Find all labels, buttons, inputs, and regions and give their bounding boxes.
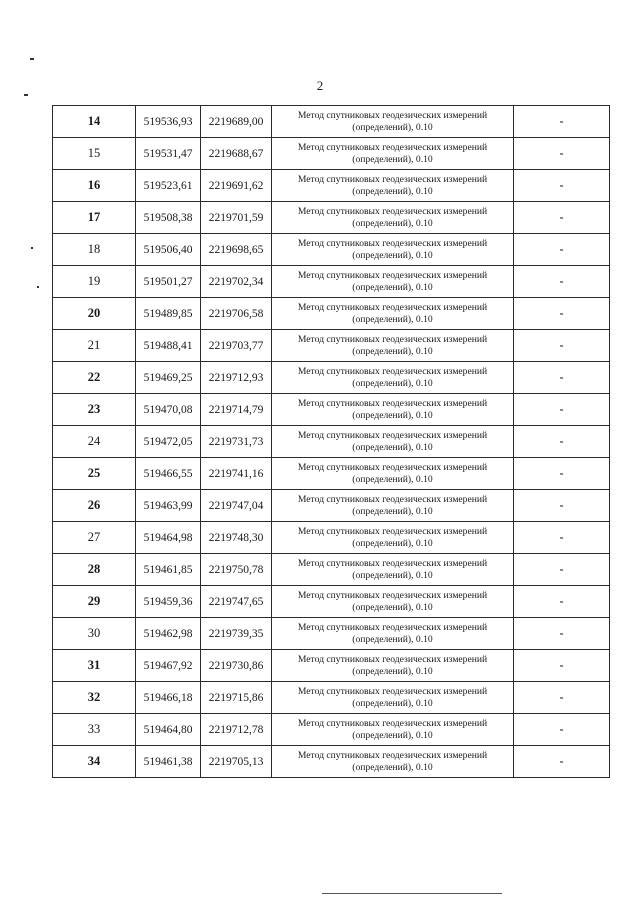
table-row	[53, 202, 610, 234]
y-coordinate-cell: 2219741,16	[201, 458, 272, 490]
extra-cell: -	[514, 138, 610, 170]
method-cell	[272, 490, 514, 522]
x-coordinate-cell: 519467,92	[136, 650, 201, 682]
method-text-line1: Метод спутниковых геодезических измерений	[297, 109, 488, 121]
y-coordinate-cell: 2219715,86	[201, 682, 272, 714]
method-cell	[272, 362, 514, 394]
method-cell	[272, 394, 514, 426]
table-body	[53, 106, 610, 778]
table-row	[53, 330, 610, 362]
point-number-cell: 16	[53, 170, 136, 202]
extra-cell: -	[514, 490, 610, 522]
y-coordinate-cell: 2219691,62	[201, 170, 272, 202]
y-coordinate-cell: 2219730,86	[201, 650, 272, 682]
extra-cell: -	[514, 106, 610, 138]
coordinates-table	[52, 105, 610, 778]
method-cell	[272, 266, 514, 298]
extra-cell: -	[514, 330, 610, 362]
table-row	[53, 266, 610, 298]
table-row	[53, 298, 610, 330]
method-cell	[272, 234, 514, 266]
point-number-cell: 20	[53, 298, 136, 330]
table-row	[53, 650, 610, 682]
table-row	[53, 586, 610, 618]
point-number-cell: 34	[53, 746, 136, 778]
method-text-line2: (определений), 0.10	[352, 537, 433, 549]
method-cell	[272, 106, 514, 138]
method-cell	[272, 586, 514, 618]
method-text-line2: (определений), 0.10	[352, 441, 433, 453]
method-cell	[272, 202, 514, 234]
y-coordinate-cell: 2219748,30	[201, 522, 272, 554]
method-cell	[272, 554, 514, 586]
method-cell	[272, 170, 514, 202]
x-coordinate-cell: 519461,85	[136, 554, 201, 586]
point-number-cell: 19	[53, 266, 136, 298]
method-text-line1: Метод спутниковых геодезических измерений	[297, 749, 488, 761]
x-coordinate-cell: 519536,93	[136, 106, 201, 138]
x-coordinate-cell: 519488,41	[136, 330, 201, 362]
table-row	[53, 394, 610, 426]
method-text-line1: Метод спутниковых геодезических измерений	[297, 141, 488, 153]
x-coordinate-cell: 519531,47	[136, 138, 201, 170]
point-number-cell: 14	[53, 106, 136, 138]
x-coordinate-cell: 519459,36	[136, 586, 201, 618]
table-row	[53, 170, 610, 202]
y-coordinate-cell: 2219689,00	[201, 106, 272, 138]
method-text-line2: (определений), 0.10	[352, 249, 433, 261]
method-text-line1: Метод спутниковых геодезических измерений	[297, 173, 488, 185]
extra-cell: -	[514, 234, 610, 266]
x-coordinate-cell: 519523,61	[136, 170, 201, 202]
y-coordinate-cell: 2219701,59	[201, 202, 272, 234]
x-coordinate-cell: 519472,05	[136, 426, 201, 458]
extra-cell: -	[514, 746, 610, 778]
y-coordinate-cell: 2219703,77	[201, 330, 272, 362]
method-text-line2: (определений), 0.10	[352, 281, 433, 293]
method-text-line2: (определений), 0.10	[352, 185, 433, 197]
extra-cell: -	[514, 394, 610, 426]
method-text-line2: (определений), 0.10	[352, 633, 433, 645]
x-coordinate-cell: 519464,80	[136, 714, 201, 746]
scan-mark	[30, 58, 34, 60]
method-text-line1: Метод спутниковых геодезических измерений	[297, 557, 488, 569]
extra-cell: -	[514, 586, 610, 618]
point-number-cell: 22	[53, 362, 136, 394]
method-text-line1: Метод спутниковых геодезических измерений	[297, 621, 488, 633]
method-text-line2: (определений), 0.10	[352, 313, 433, 325]
method-text-line2: (определений), 0.10	[352, 217, 433, 229]
point-number-cell: 30	[53, 618, 136, 650]
point-number-cell: 26	[53, 490, 136, 522]
method-text-line1: Метод спутниковых геодезических измерений	[297, 685, 488, 697]
point-number-cell: 28	[53, 554, 136, 586]
table-row	[53, 554, 610, 586]
point-number-cell: 29	[53, 586, 136, 618]
y-coordinate-cell: 2219705,13	[201, 746, 272, 778]
method-text-line2: (определений), 0.10	[352, 665, 433, 677]
table-row	[53, 138, 610, 170]
method-cell	[272, 458, 514, 490]
x-coordinate-cell: 519466,55	[136, 458, 201, 490]
method-text-line1: Метод спутниковых геодезических измерений	[297, 717, 488, 729]
x-coordinate-cell: 519489,85	[136, 298, 201, 330]
method-text-line1: Метод спутниковых геодезических измерений	[297, 365, 488, 377]
table-row	[53, 106, 610, 138]
y-coordinate-cell: 2219698,65	[201, 234, 272, 266]
x-coordinate-cell: 519469,25	[136, 362, 201, 394]
y-coordinate-cell: 2219747,65	[201, 586, 272, 618]
table-row	[53, 426, 610, 458]
method-text-line2: (определений), 0.10	[352, 409, 433, 421]
method-text-line1: Метод спутниковых геодезических измерений	[297, 493, 488, 505]
method-text-line1: Метод спутниковых геодезических измерений	[297, 461, 488, 473]
x-coordinate-cell: 519501,27	[136, 266, 201, 298]
table-row	[53, 682, 610, 714]
y-coordinate-cell: 2219714,79	[201, 394, 272, 426]
table-row	[53, 714, 610, 746]
y-coordinate-cell: 2219739,35	[201, 618, 272, 650]
extra-cell: -	[514, 266, 610, 298]
method-text-line1: Метод спутниковых геодезических измерений	[297, 525, 488, 537]
method-text-line1: Метод спутниковых геодезических измерений	[297, 301, 488, 313]
method-text-line1: Метод спутниковых геодезических измерений	[297, 397, 488, 409]
method-text-line1: Метод спутниковых геодезических измерений	[297, 269, 488, 281]
method-cell	[272, 682, 514, 714]
extra-cell: -	[514, 458, 610, 490]
extra-cell: -	[514, 618, 610, 650]
extra-cell: -	[514, 426, 610, 458]
method-text-line1: Метод спутниковых геодезических измерений	[297, 237, 488, 249]
y-coordinate-cell: 2219750,78	[201, 554, 272, 586]
x-coordinate-cell: 519508,38	[136, 202, 201, 234]
table-row	[53, 234, 610, 266]
point-number-cell: 23	[53, 394, 136, 426]
method-cell	[272, 330, 514, 362]
method-text-line2: (определений), 0.10	[352, 121, 433, 133]
point-number-cell: 24	[53, 426, 136, 458]
point-number-cell: 32	[53, 682, 136, 714]
page-number: 2	[316, 78, 324, 93]
y-coordinate-cell: 2219706,58	[201, 298, 272, 330]
point-number-cell: 15	[53, 138, 136, 170]
table-row	[53, 362, 610, 394]
method-text-line1: Метод спутниковых геодезических измерений	[297, 429, 488, 441]
point-number-cell: 27	[53, 522, 136, 554]
method-text-line2: (определений), 0.10	[352, 505, 433, 517]
table-row	[53, 618, 610, 650]
y-coordinate-cell: 2219731,73	[201, 426, 272, 458]
y-coordinate-cell: 2219702,34	[201, 266, 272, 298]
x-coordinate-cell: 519506,40	[136, 234, 201, 266]
table-row	[53, 458, 610, 490]
method-text-line1: Метод спутниковых геодезических измерений	[297, 205, 488, 217]
x-coordinate-cell: 519463,99	[136, 490, 201, 522]
method-text-line2: (определений), 0.10	[352, 153, 433, 165]
method-cell	[272, 746, 514, 778]
method-cell	[272, 618, 514, 650]
scan-mark	[31, 247, 33, 249]
method-text-line1: Метод спутниковых геодезических измерений	[297, 653, 488, 665]
point-number-cell: 18	[53, 234, 136, 266]
extra-cell: -	[514, 682, 610, 714]
method-text-line1: Метод спутниковых геодезических измерений	[297, 333, 488, 345]
y-coordinate-cell: 2219688,67	[201, 138, 272, 170]
x-coordinate-cell: 519462,98	[136, 618, 201, 650]
table-row	[53, 490, 610, 522]
method-text-line2: (определений), 0.10	[352, 569, 433, 581]
method-cell	[272, 522, 514, 554]
extra-cell: -	[514, 650, 610, 682]
table-row	[53, 746, 610, 778]
method-cell	[272, 426, 514, 458]
point-number-cell: 21	[53, 330, 136, 362]
method-cell	[272, 714, 514, 746]
method-text-line1: Метод спутниковых геодезических измерений	[297, 589, 488, 601]
extra-cell: -	[514, 298, 610, 330]
method-text-line2: (определений), 0.10	[352, 345, 433, 357]
method-text-line2: (определений), 0.10	[352, 377, 433, 389]
scan-mark	[37, 286, 39, 288]
method-text-line2: (определений), 0.10	[352, 729, 433, 741]
point-number-cell: 25	[53, 458, 136, 490]
x-coordinate-cell: 519466,18	[136, 682, 201, 714]
method-cell	[272, 650, 514, 682]
point-number-cell: 17	[53, 202, 136, 234]
extra-cell: -	[514, 362, 610, 394]
bottom-rule	[322, 893, 502, 894]
method-cell	[272, 138, 514, 170]
x-coordinate-cell: 519461,38	[136, 746, 201, 778]
extra-cell: -	[514, 554, 610, 586]
method-text-line2: (определений), 0.10	[352, 697, 433, 709]
y-coordinate-cell: 2219712,93	[201, 362, 272, 394]
y-coordinate-cell: 2219712,78	[201, 714, 272, 746]
method-text-line2: (определений), 0.10	[352, 601, 433, 613]
x-coordinate-cell: 519470,08	[136, 394, 201, 426]
table-row	[53, 522, 610, 554]
extra-cell: -	[514, 714, 610, 746]
extra-cell: -	[514, 170, 610, 202]
method-cell	[272, 298, 514, 330]
extra-cell: -	[514, 202, 610, 234]
x-coordinate-cell: 519464,98	[136, 522, 201, 554]
point-number-cell: 31	[53, 650, 136, 682]
scan-mark	[24, 94, 28, 96]
point-number-cell: 33	[53, 714, 136, 746]
extra-cell: -	[514, 522, 610, 554]
method-text-line2: (определений), 0.10	[352, 473, 433, 485]
y-coordinate-cell: 2219747,04	[201, 490, 272, 522]
method-text-line2: (определений), 0.10	[352, 761, 433, 773]
